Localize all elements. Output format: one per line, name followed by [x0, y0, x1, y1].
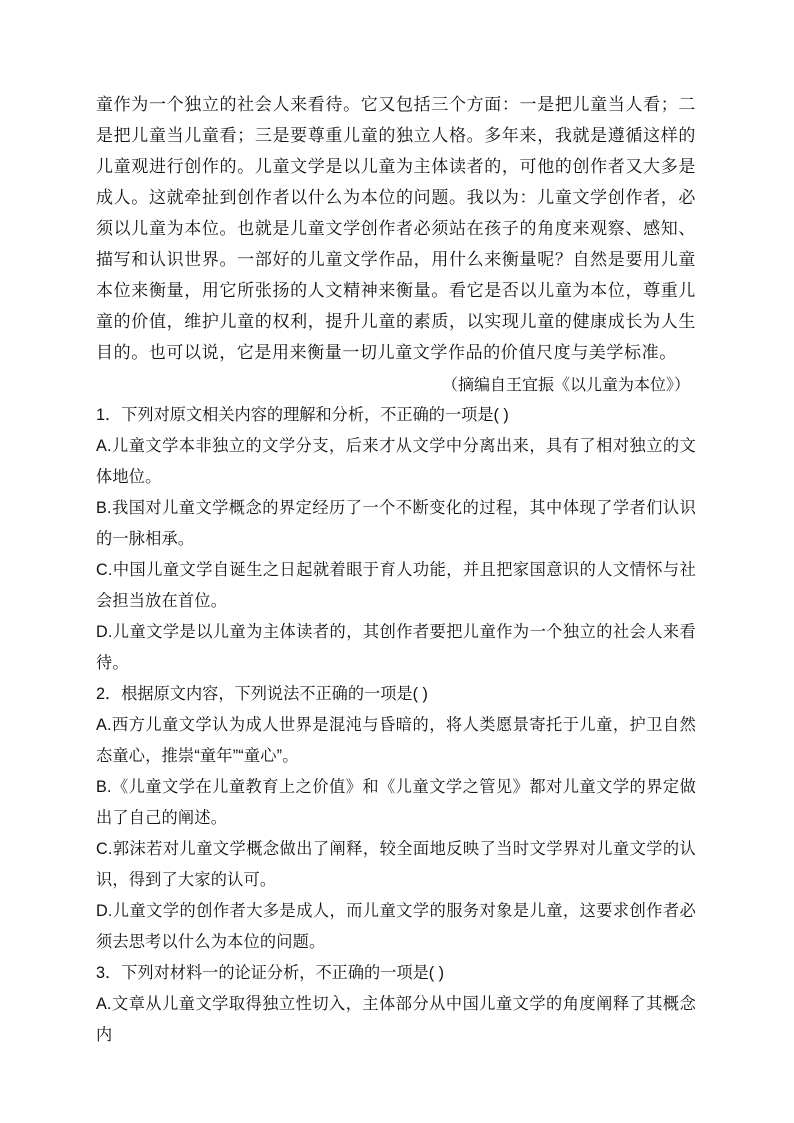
passage-paragraph: 童作为一个独立的社会人来看待。它又包括三个方面：一是把儿童当人看；二是把儿童当儿童看；三是要尊重儿童的独立人格。多年来，我就是遵循这样的儿童观进行创作的。儿童文学是以儿童为主体读者的，可他的创作者又大多是成人。这就牵扯到创作者以什么为本位的问题。我以为：儿童文学创作者，必须以儿童为本位。也就是儿童文学创作者必须站在孩子的角度来观察、感知、描写和认识世界。一部好的儿童文学作品，用什么来衡量呢？自然是要用儿童本位来衡量，用它所张扬的人文精神来衡量。看它是否以儿童为本位，尊重儿童的价值，维护儿童的权利，提升儿童的素质，以实现儿童的健康成长为人生目的。也可以说，它是用来衡量一切儿童文学作品的价值尺度与美学标准。	[96, 95, 696, 363]
document-page	[96, 90, 696, 1051]
option-a: A.文章从儿童文学取得独立性切入，主体部分从中国儿童文学的角度阐释了其概念内	[96, 995, 696, 1044]
option-b: B.《儿童文学在儿童教育上之价值》和《儿童文学之管见》都对儿童文学的界定做出了自己的阐述。	[96, 778, 696, 827]
question-3	[96, 958, 696, 1051]
option-b: B.我国对儿童文学概念的界定经历了一个不断变化的过程，其中体现了学者们认识的一脉相承。	[96, 499, 696, 548]
option-a: A.西方儿童文学认为成人世界是混沌与昏暗的，将人类愿景寄托于儿童，护卫自然态童心，推崇“童年”“童心”。	[96, 716, 696, 765]
option-c: C.中国儿童文学自诞生之日起就着眼于育人功能，并且把家国意识的人文情怀与社会担当放在首位。	[96, 561, 696, 610]
question-stem: 3．下列对材料一的论证分析，不正确的一项是( )	[96, 964, 445, 982]
question-stem: 1．下列对原文相关内容的理解和分析，不正确的一项是( )	[96, 406, 509, 424]
question-list	[96, 400, 696, 1051]
question-2	[96, 679, 696, 958]
passage-source: （摘编自王宜振《以儿童为本位》）	[441, 375, 690, 394]
question-1	[96, 400, 696, 679]
option-a: A.儿童文学本非独立的文学分支，后来才从文学中分离出来，具有了相对独立的文体地位。	[96, 437, 696, 486]
question-stem: 2．根据原文内容，下列说法不正确的一项是( )	[96, 685, 428, 703]
passage	[96, 90, 696, 369]
option-d: D.儿童文学的创作者大多是成人，而儿童文学的服务对象是儿童，这要求创作者必须去思考以什么为本位的问题。	[96, 902, 696, 951]
option-c: C.郭沫若对儿童文学概念做出了阐释，较全面地反映了当时文学界对儿童文学的认识，得到了大家的认可。	[96, 840, 696, 889]
option-d: D.儿童文学是以儿童为主体读者的，其创作者要把儿童作为一个独立的社会人来看待。	[96, 623, 696, 672]
